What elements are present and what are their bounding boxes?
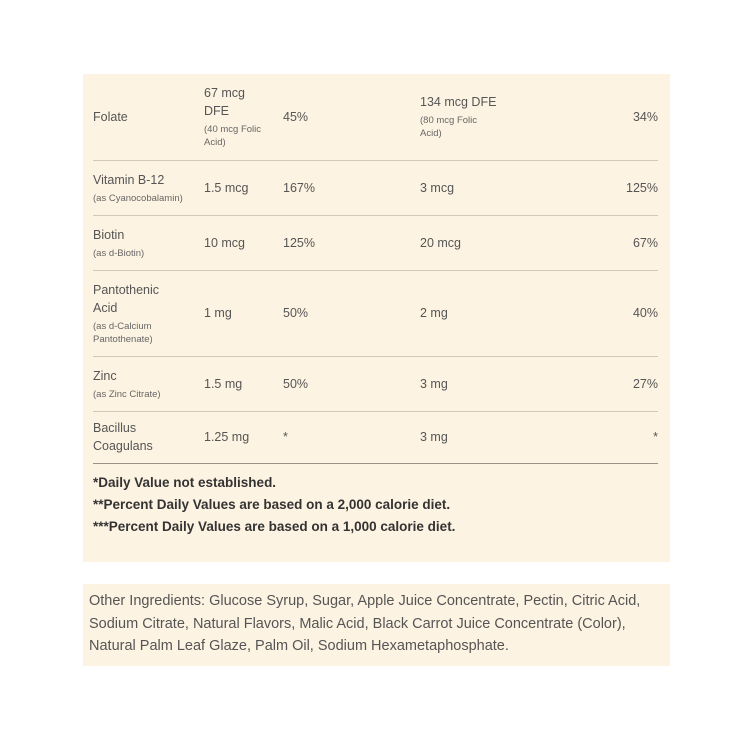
amount-value: 1.5 mcg — [204, 180, 249, 195]
nutrient-name: Folate — [93, 109, 128, 124]
daily-value: 50% — [283, 306, 309, 320]
daily-value-cell — [283, 411, 420, 463]
table-row — [93, 160, 658, 215]
amount-cell-2 — [420, 356, 610, 411]
footnote: ***Percent Daily Values are based on a 1,000 calorie diet. — [93, 519, 456, 534]
footnote: **Percent Daily Values are based on a 2,000 calorie diet. — [93, 497, 451, 512]
daily-value-cell — [283, 215, 420, 270]
amount-cell-2 — [420, 270, 610, 356]
daily-value-2: 40% — [632, 306, 658, 320]
nutrient-name: Bacillus Coagulans — [93, 421, 153, 453]
amount-cell-2 — [420, 215, 610, 270]
nutrient-name-cell — [93, 160, 204, 215]
footnotes — [93, 472, 653, 538]
daily-value-cell — [283, 160, 420, 215]
nutrient-name: Zinc — [93, 368, 117, 383]
amount-cell — [204, 270, 283, 356]
other-ingredients-panel — [83, 584, 670, 666]
table-row — [93, 356, 658, 411]
daily-value: * — [283, 430, 288, 444]
table-row — [93, 215, 658, 270]
nutrient-name-cell — [93, 270, 204, 356]
amount-value-2: 3 mcg — [420, 180, 455, 195]
daily-value-cell-2 — [610, 411, 658, 463]
amount-value: 1.5 mg — [204, 376, 243, 391]
amount-cell — [204, 74, 283, 160]
amount-cell — [204, 356, 283, 411]
amount-cell-2 — [420, 160, 610, 215]
daily-value-2: 27% — [632, 376, 658, 391]
amount-value: 1.25 mg — [204, 430, 250, 444]
nutrient-name: Biotin — [93, 227, 125, 242]
daily-value-2: 67% — [632, 235, 658, 250]
supplement-facts-panel — [83, 74, 670, 562]
amount-value: 1 mg — [204, 306, 232, 320]
amount-cell — [204, 411, 283, 463]
nutrient-source: (as Zinc Citrate) — [93, 388, 161, 400]
nutrient-source: (as d-Calcium Pantothenate) — [93, 320, 153, 345]
daily-value-2: 125% — [626, 180, 658, 195]
amount-cell — [204, 215, 283, 270]
daily-value: 167% — [283, 180, 315, 195]
daily-value: 50% — [283, 376, 309, 391]
daily-value-cell-2 — [610, 74, 658, 160]
amount-value-2: 20 mcg — [420, 235, 461, 250]
daily-value-cell — [283, 74, 420, 160]
table-row — [93, 270, 658, 356]
daily-value-cell — [283, 270, 420, 356]
table-row — [93, 411, 658, 463]
nutrient-source: (as d-Biotin) — [93, 247, 145, 259]
daily-value-cell-2 — [610, 270, 658, 356]
daily-value: 45% — [283, 109, 309, 124]
daily-value-cell-2 — [610, 215, 658, 270]
daily-value-2: * — [653, 430, 658, 444]
daily-value-cell-2 — [610, 160, 658, 215]
amount-note: (40 mcg Folic Acid) — [204, 124, 262, 149]
amount-value-2: 3 mg — [420, 430, 448, 444]
amount-cell — [204, 160, 283, 215]
amount-cell-2 — [420, 411, 610, 463]
daily-value-2: 34% — [632, 109, 658, 124]
amount-value: 10 mcg — [204, 235, 245, 250]
nutrient-name: Vitamin B-12 — [93, 172, 165, 187]
table-row — [93, 74, 658, 160]
nutrient-name-cell — [93, 411, 204, 463]
amount-value-2: 134 mcg DFE — [420, 95, 497, 110]
daily-value-cell-2 — [610, 356, 658, 411]
amount-note-2: (80 mcg Folic Acid) — [420, 115, 478, 140]
daily-value-cell — [283, 356, 420, 411]
daily-value: 125% — [283, 235, 315, 250]
nutrient-name-cell — [93, 215, 204, 270]
amount-cell-2 — [420, 74, 610, 160]
amount-value-2: 2 mg — [420, 306, 448, 320]
amount-value-2: 3 mg — [420, 376, 448, 391]
nutrient-name-cell — [93, 74, 204, 160]
footnote: *Daily Value not established. — [93, 475, 277, 490]
amount-value: 67 mcg DFE — [204, 86, 245, 119]
nutrient-name-cell — [93, 356, 204, 411]
nutrient-table — [93, 74, 658, 464]
nutrient-source: (as Cyanocobalamin) — [93, 192, 183, 204]
other-ingredients-text: Other Ingredients: Glucose Syrup, Sugar, Apple Juice Concentrate, Pectin, Citric Acid, Sodium Citrate, Natural Flavors, Malic Acid, Black Carrot Juice Concentrate (Color), Natural Palm Leaf Glaze, Palm Oil, Sodium Hexametaphosphate. — [89, 593, 641, 654]
nutrient-name: Pantothenic Acid — [93, 282, 160, 315]
